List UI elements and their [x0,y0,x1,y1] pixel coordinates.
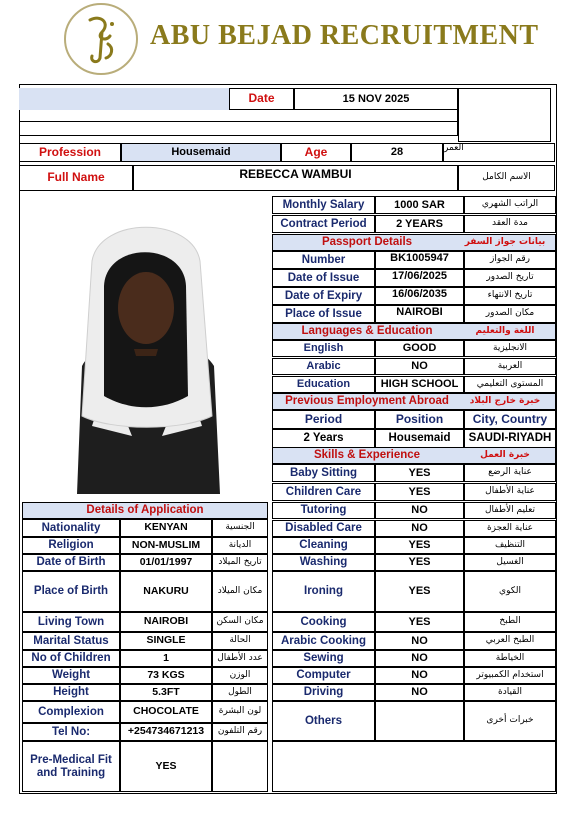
contract-value: 2 YEARS [375,215,464,233]
application-value: KENYAN [120,519,212,537]
contract-value: 1000 SAR [375,196,464,214]
passport-label: Number [272,251,375,269]
application-value: 1 [120,650,212,667]
skill-label: Tutoring [272,502,375,519]
skill-arabic: الطبخ العربي [464,632,556,650]
candidate-photo [22,196,268,494]
employment-value: Housemaid [375,429,464,448]
application-label: Tel No: [22,723,120,741]
skill-label: Arabic Cooking [272,632,375,650]
skill-arabic: تعليم الأطفال [464,502,556,519]
skill-arabic: الغسيل [464,554,556,571]
application-label: Religion [22,537,120,554]
application-value: 73 KGS [120,667,212,684]
language-arabic: العربية [464,358,556,375]
application-arabic: مكان السكن [212,612,268,632]
application-label: Complexion [22,701,120,723]
skill-value: YES [375,571,464,612]
employment-header: City, Country [464,410,556,429]
employment-value: 2 Years [272,429,375,448]
language-label: English [272,340,375,357]
application-value: +254734671213 [120,723,212,741]
skill-value: YES [375,483,464,501]
skill-value: NO [375,632,464,650]
language-value: NO [375,358,464,375]
application-label: Living Town [22,612,120,632]
age-label: Age [281,143,351,162]
contract-label: Contract Period [272,215,375,233]
skill-arabic: التنظيف [464,537,556,554]
skill-arabic: عناية العجزة [464,520,556,537]
employment-title-arabic: خبرة خارج البلاد [469,395,541,406]
passport-arabic: تاريخ الانتهاء [464,287,556,305]
age-arabic: العمر [443,143,555,162]
skill-value: YES [375,464,464,482]
language-arabic: الانجليزية [464,340,556,357]
skill-value: YES [375,554,464,571]
employment-value: SAUDI-RIYADH [464,429,556,448]
skill-label: Computer [272,667,375,684]
date-value: 15 NOV 2025 [294,88,458,110]
passport-arabic: تاريخ الصدور [464,269,556,287]
application-value: CHOCOLATE [120,701,212,723]
skill-label: Cleaning [272,537,375,554]
skill-label: Driving [272,684,375,701]
skill-label: Cooking [272,612,375,632]
application-label: No of Children [22,650,120,667]
passport-value: 16/06/2035 [375,287,464,305]
application-label: Date of Birth [22,554,120,571]
passport-label: Place of Issue [272,305,375,323]
application-title: Details of Application [22,502,268,519]
skill-value: NO [375,667,464,684]
application-arabic: الطول [212,684,268,701]
skills-title-arabic: خبرة العمل [480,449,530,460]
language-value: HIGH SCHOOL [375,376,464,393]
age-value: 28 [351,143,443,162]
skill-arabic: عناية الرضع [464,464,556,482]
languages-title-arabic: اللغة والتعليم [475,325,535,336]
fullname-label: Full Name [19,165,133,191]
date-extra-box [458,88,551,142]
application-arabic: عدد الأطفال [212,650,268,667]
fullname-arabic: الاسم الكامل [458,165,555,191]
application-arabic [212,741,268,792]
skill-arabic: عناية الأطفال [464,483,556,501]
passport-value: BK1005947 [375,251,464,269]
application-arabic: رقم التلفون [212,723,268,741]
language-label: Education [272,376,375,393]
application-arabic: الحالة [212,632,268,650]
application-arabic: الديانة [212,537,268,554]
profession-label: Profession [19,143,121,162]
skill-label: Disabled Care [272,520,375,537]
profession-value: Housemaid [121,143,281,162]
language-value: GOOD [375,340,464,357]
skill-value: YES [375,537,464,554]
language-arabic: المستوى التعليمي [464,376,556,393]
date-label: Date [229,88,294,110]
employment-header: Position [375,410,464,429]
contract-arabic: الراتب الشهري [464,196,556,214]
skill-value: NO [375,684,464,701]
passport-arabic: مكان الصدور [464,305,556,323]
skill-arabic: القيادة [464,684,556,701]
language-label: Arabic [272,358,375,375]
passport-arabic: رقم الجواز [464,251,556,269]
languages-title: Languages & Education [301,325,433,338]
passport-value: NAIROBI [375,305,464,323]
application-value: 01/01/1997 [120,554,212,571]
skill-arabic: الطبخ [464,612,556,632]
passport-title: Passport Details [321,236,413,249]
application-arabic: لون البشرة [212,701,268,723]
application-value: YES [120,741,212,792]
date-spacer [19,88,229,110]
skill-value: YES [375,612,464,632]
skill-value: NO [375,502,464,519]
skill-label: Others [272,701,375,741]
application-value: NON-MUSLIM [120,537,212,554]
employment-header: Period [272,410,375,429]
skill-label: Washing [272,554,375,571]
skill-label: Ironing [272,571,375,612]
contract-arabic: مدة العقد [464,215,556,233]
blank-row-2 [19,122,458,136]
skill-arabic: استخدام الكمبيوتر [464,667,556,684]
application-label: Place of Birth [22,571,120,612]
application-arabic: الوزن [212,667,268,684]
skill-arabic: الكوي [464,571,556,612]
passport-label: Date of Issue [272,269,375,287]
employment-title: Previous Employment Abroad [285,395,449,408]
skills-blank-row [272,741,556,792]
skill-label: Baby Sitting [272,464,375,482]
skill-value [375,701,464,741]
passport-label: Date of Expiry [272,287,375,305]
skill-label: Sewing [272,650,375,667]
calligraphy-logo-icon [62,2,140,76]
skill-arabic: الخياطة [464,650,556,667]
application-label: Marital Status [22,632,120,650]
skill-value: NO [375,650,464,667]
passport-value: 17/06/2025 [375,269,464,287]
application-label: Nationality [22,519,120,537]
application-arabic: مكان الميلاد [212,571,268,612]
contract-label: Monthly Salary [272,196,375,214]
skills-title: Skills & Experience [313,449,421,462]
passport-title-arabic: بيانات جواز السفر [464,236,546,247]
application-label: Height [22,684,120,701]
brand-title: ABU BEJAD RECRUITMENT [150,20,539,51]
skill-arabic: خبرات أخرى [464,701,556,741]
application-label: Pre-Medical Fit and Training [22,741,120,792]
application-arabic: الجنسية [212,519,268,537]
application-value: 5.3FT [120,684,212,701]
application-value: NAIROBI [120,612,212,632]
blank-row-1 [19,110,458,122]
skill-value: NO [375,520,464,537]
application-value: NAKURU [120,571,212,612]
application-arabic: تاريخ الميلاد [212,554,268,571]
fullname-value: REBECCA WAMBUI [133,165,458,191]
skill-label: Children Care [272,483,375,501]
application-value: SINGLE [120,632,212,650]
application-label: Weight [22,667,120,684]
